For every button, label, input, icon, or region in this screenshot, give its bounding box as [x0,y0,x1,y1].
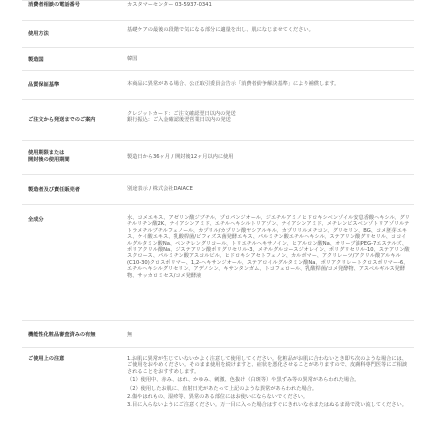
value-line: クレジットカード：ご注文確認翌日以内の発送 [127,111,236,117]
row-value: 基礎ケアの最後の段階で気になる部分に適量を出し、肌になじませてください。 [127,27,314,33]
value-line: （2）使用したお肌に、直射日光があたって上記のような異常があらわれた場合。 [127,385,318,392]
row-value: 無 [127,332,133,338]
row-ingredients [22,204,414,321]
row-label: 製造者及び責任販売者 [28,187,80,193]
row-label [28,150,128,164]
row-manufacturer [22,174,414,205]
row-value: 水、コメエキス、アゼリン酸ジブチル、プロパンジオール、ジエチルアミノヒドロキシベンゾイル安息香酸ヘキシル、グリチルリチン酸2K、ナイアシンアミド、エチルヘキシルトリアゾン、ナイアシンアミド、メチレンビスベンゾトリアゾリルテトラメチルブチルフェノール、カプリル/カプリン酸ヤシアルキル、カプリリルメチコン、グリセリン、BG、コメ胚芽エキス、ケイ酸エキス、乳酸桿菌/ビフィズス菌発酵エキス、パルミチン酸エチルヘキシル、ステアリン酸グリセリル、ココイルグルタミン酸Na、ペンチレングリコール、トリエチルヘキサノイン、ヒアルロン酸Na、オリーブ油PEG-7エステルズ、ポリアクリル酸Na、ジステアリン酸ポリグリセリル-3、メチルグルコースジオレイン、ポリグリセリル-10、ステアリン酸スクロース、パルミチン酸アスコルビル、ヒドロキシアセトフェノン、カルボマー、アクリレーツ/アクリル酸アルキル(C10-30)クロスポリマー、1,2-ヘキサンジオール、ステアロイルグルタミン酸Na、ポリアクリレートクロスポリマー-6、エチルヘキシルグリセリン、アデノシン、キサンタンガム、トコフェロール、乳酸桿菌/コメ発酵物、アスペルギルス発酵物、サッカロミセス/コメ発酵液 [127,215,410,279]
label-line: 使用期限または [28,150,65,156]
row-country [22,47,414,71]
row-precautions [22,347,414,431]
row-shipping [22,99,414,141]
row-value: 韓国 [127,56,138,62]
value-line: 3.目に入らないようにご注意ください。万一目に入った場合はすぐにきれいな水またはぬるま湯で洗い流してください。 [127,402,407,409]
row-value: 本商品に異常がある場合、公正取引委員会告示「消費者紛争解決基準」により補償します。 [127,81,340,87]
row-label: 使用方法 [28,31,49,37]
row-label: ご注文から発送までのご案内 [28,117,96,123]
row-value: 別途表示 / 株式会社DAIACE [127,186,193,192]
row-label: ご使用上の注意 [28,356,65,362]
row-value: カスタマーセンター 03-5937-0341 [127,2,212,8]
value-line: 銀行振込：ご入金確認後翌営業日以内の発送 [127,117,231,124]
row-quality-guarantee [22,70,414,100]
value-line: 2.傷やはれもの、湿疹等、異常のある部位にはお使いにならないでください。 [127,394,309,401]
row-value [127,356,411,411]
value-line: 1.お肌に異常が生じていないかよく注意して使用してください。化粧品がお肌に合わないとき即ち次のような場合には、ご使用をおやめください。そのまま使用を続けますと、症状を悪化させることがありますので、皮膚科専門医等にご相談されることをおすすめします。 [127,356,408,375]
row-label: 消費者相談の電話番号 [28,2,80,8]
row-usage [22,20,414,48]
row-label: 全成分 [28,217,44,223]
row-consumer-phone [22,0,414,17]
row-label: 製造国 [28,57,44,63]
value-line: （1）使用中、赤み、はれ、かゆみ、刺激、色抜け（白斑等）や黒ずみ等の異常があらわれた場合。 [127,377,360,384]
row-label: 機能性化粧品審査済みの有無 [28,332,96,338]
row-expiry [22,140,414,175]
row-functional-cosmetic [22,320,414,348]
label-line: 開封後の使用期間 [28,157,70,163]
row-label: 品質保証基準 [28,82,60,88]
row-value [127,111,411,124]
row-value: 製造日から36ヶ月 / 開封後12ヶ月以内に使用 [127,154,234,160]
